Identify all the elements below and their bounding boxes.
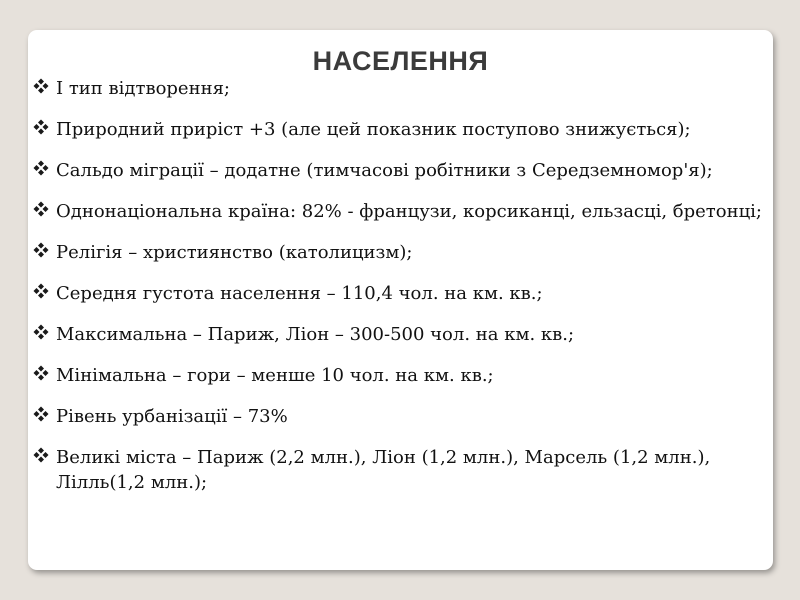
list-item [28,445,773,495]
slide-title: НАСЕЛЕННЯ [312,46,489,76]
diamond-bullet-icon [33,324,49,340]
list-item-text: Природний приріст +3 (але цей показник поступово знижується); [56,119,691,140]
diamond-bullet-icon [33,406,49,422]
diamond-bullet-icon [33,119,49,135]
diamond-bullet-icon [33,283,49,299]
list-item-text: Релігія – християнство (католицизм); [56,242,413,263]
list-item-text: Мінімальна – гори – менше 10 чол. на км. кв.; [56,365,494,386]
list-item-text: Сальдо міграції – додатне (тимчасові робітники з Середземномор'я); [56,160,713,181]
diamond-bullet-icon [33,242,49,258]
diamond-bullet-icon [33,160,49,176]
list-item [28,363,773,388]
diamond-bullet-icon [33,78,49,94]
list-item-text: Максимальна – Париж, Ліон – 300-500 чол. на км. кв.; [56,324,575,345]
list-item-text: І тип відтворення; [56,78,230,99]
list-item-text: Великі міста – Париж (2,2 млн.), Ліон (1,2 млн.), Марсель (1,2 млн.), Лілль(1,2 млн.); [56,447,711,493]
list-item [28,240,773,265]
slide-card [28,30,773,570]
diamond-bullet-icon [33,365,49,381]
list-item [28,281,773,306]
list-item [28,404,773,429]
list-item-text: Рівень урбанізації – 73% [56,406,288,427]
list-item [28,322,773,347]
diamond-bullet-icon [33,201,49,217]
list-item-text: Однонаціональна країна: 82% - французи, корсиканці, ельзасці, бретонці; [56,201,762,222]
list-item [28,199,773,224]
list-item [28,117,773,142]
diamond-bullet-icon [33,447,49,463]
list-item [28,158,773,183]
bullet-list [28,76,773,511]
list-item-text: Середня густота населення – 110,4 чол. на км. кв.; [56,283,543,304]
list-item [28,76,773,101]
